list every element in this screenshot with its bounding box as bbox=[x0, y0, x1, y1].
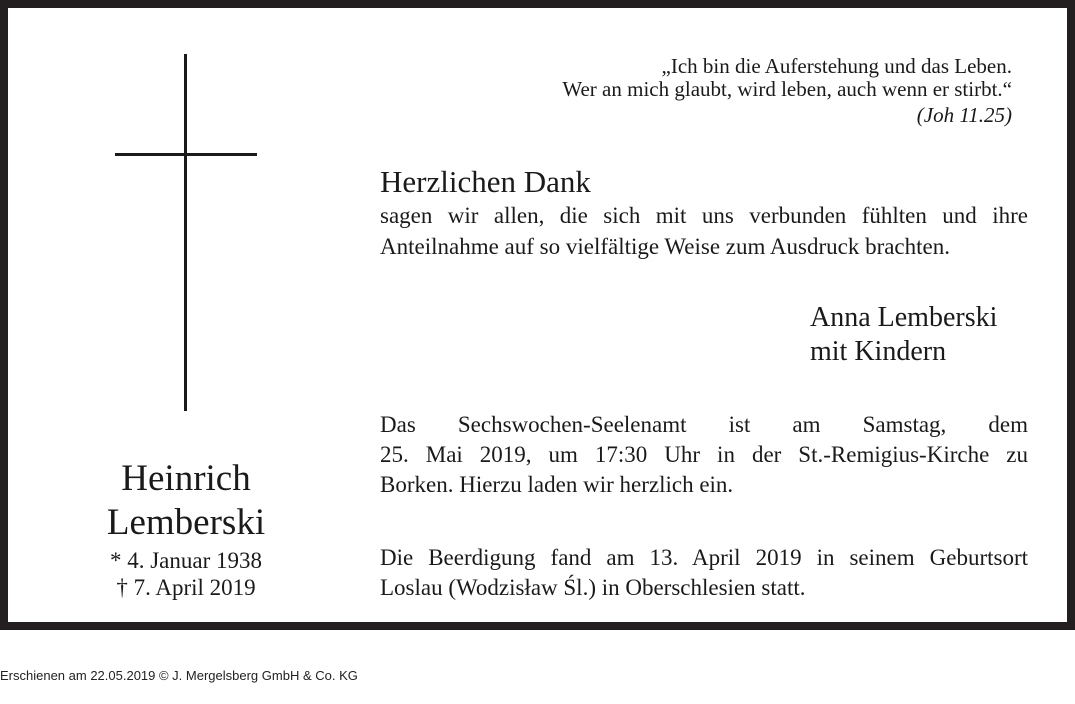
publication-footer: Erschienen am 22.05.2019 © J. Mergelsberg GmbH & Co. KG bbox=[0, 668, 358, 683]
deceased-last-name: Lemberski bbox=[106, 502, 266, 543]
birth-date: * 4. Januar 1938 bbox=[109, 548, 263, 573]
burial-text-line: Die Beerdigung fand am 13. April 2019 in seinem Geburtsort bbox=[380, 545, 1028, 570]
quote-reference: (Joh 11.25) bbox=[916, 103, 1012, 127]
mass-text-line: 25. Mai 2019, um 17:30 Uhr in der St.-Remigius-Kirche zu bbox=[380, 442, 1028, 467]
signature-family: mit Kindern bbox=[810, 336, 947, 367]
deceased-first-name: Heinrich bbox=[121, 458, 251, 499]
death-date: † 7. April 2019 bbox=[116, 575, 256, 600]
burial-text-line: Loslau (Wodzisław Śl.) in Oberschlesien statt. bbox=[380, 575, 806, 600]
mass-text-line: Borken. Hierzu laden wir herzlich ein. bbox=[380, 472, 734, 497]
quote-line-1: „Ich bin die Auferstehung und das Leben. bbox=[661, 54, 1012, 78]
quote-line-2: Wer an mich glaubt, wird leben, auch wenn er stirbt.“ bbox=[562, 77, 1012, 101]
thanks-text-line: Anteilnahme auf so vielfältige Weise zum Ausdruck brachten. bbox=[380, 234, 950, 259]
signature-name: Anna Lemberski bbox=[810, 302, 998, 333]
thanks-heading: Herzlichen Dank bbox=[380, 164, 591, 199]
cross-icon-vertical-bar bbox=[184, 54, 187, 411]
thanks-text-line: sagen wir allen, die sich mit uns verbunden fühlten und ihre bbox=[380, 203, 1028, 228]
mass-text-line: Das Sechswochen-Seelenamt ist am Samstag, dem bbox=[380, 412, 1028, 437]
cross-icon-horizontal-bar bbox=[115, 153, 257, 156]
